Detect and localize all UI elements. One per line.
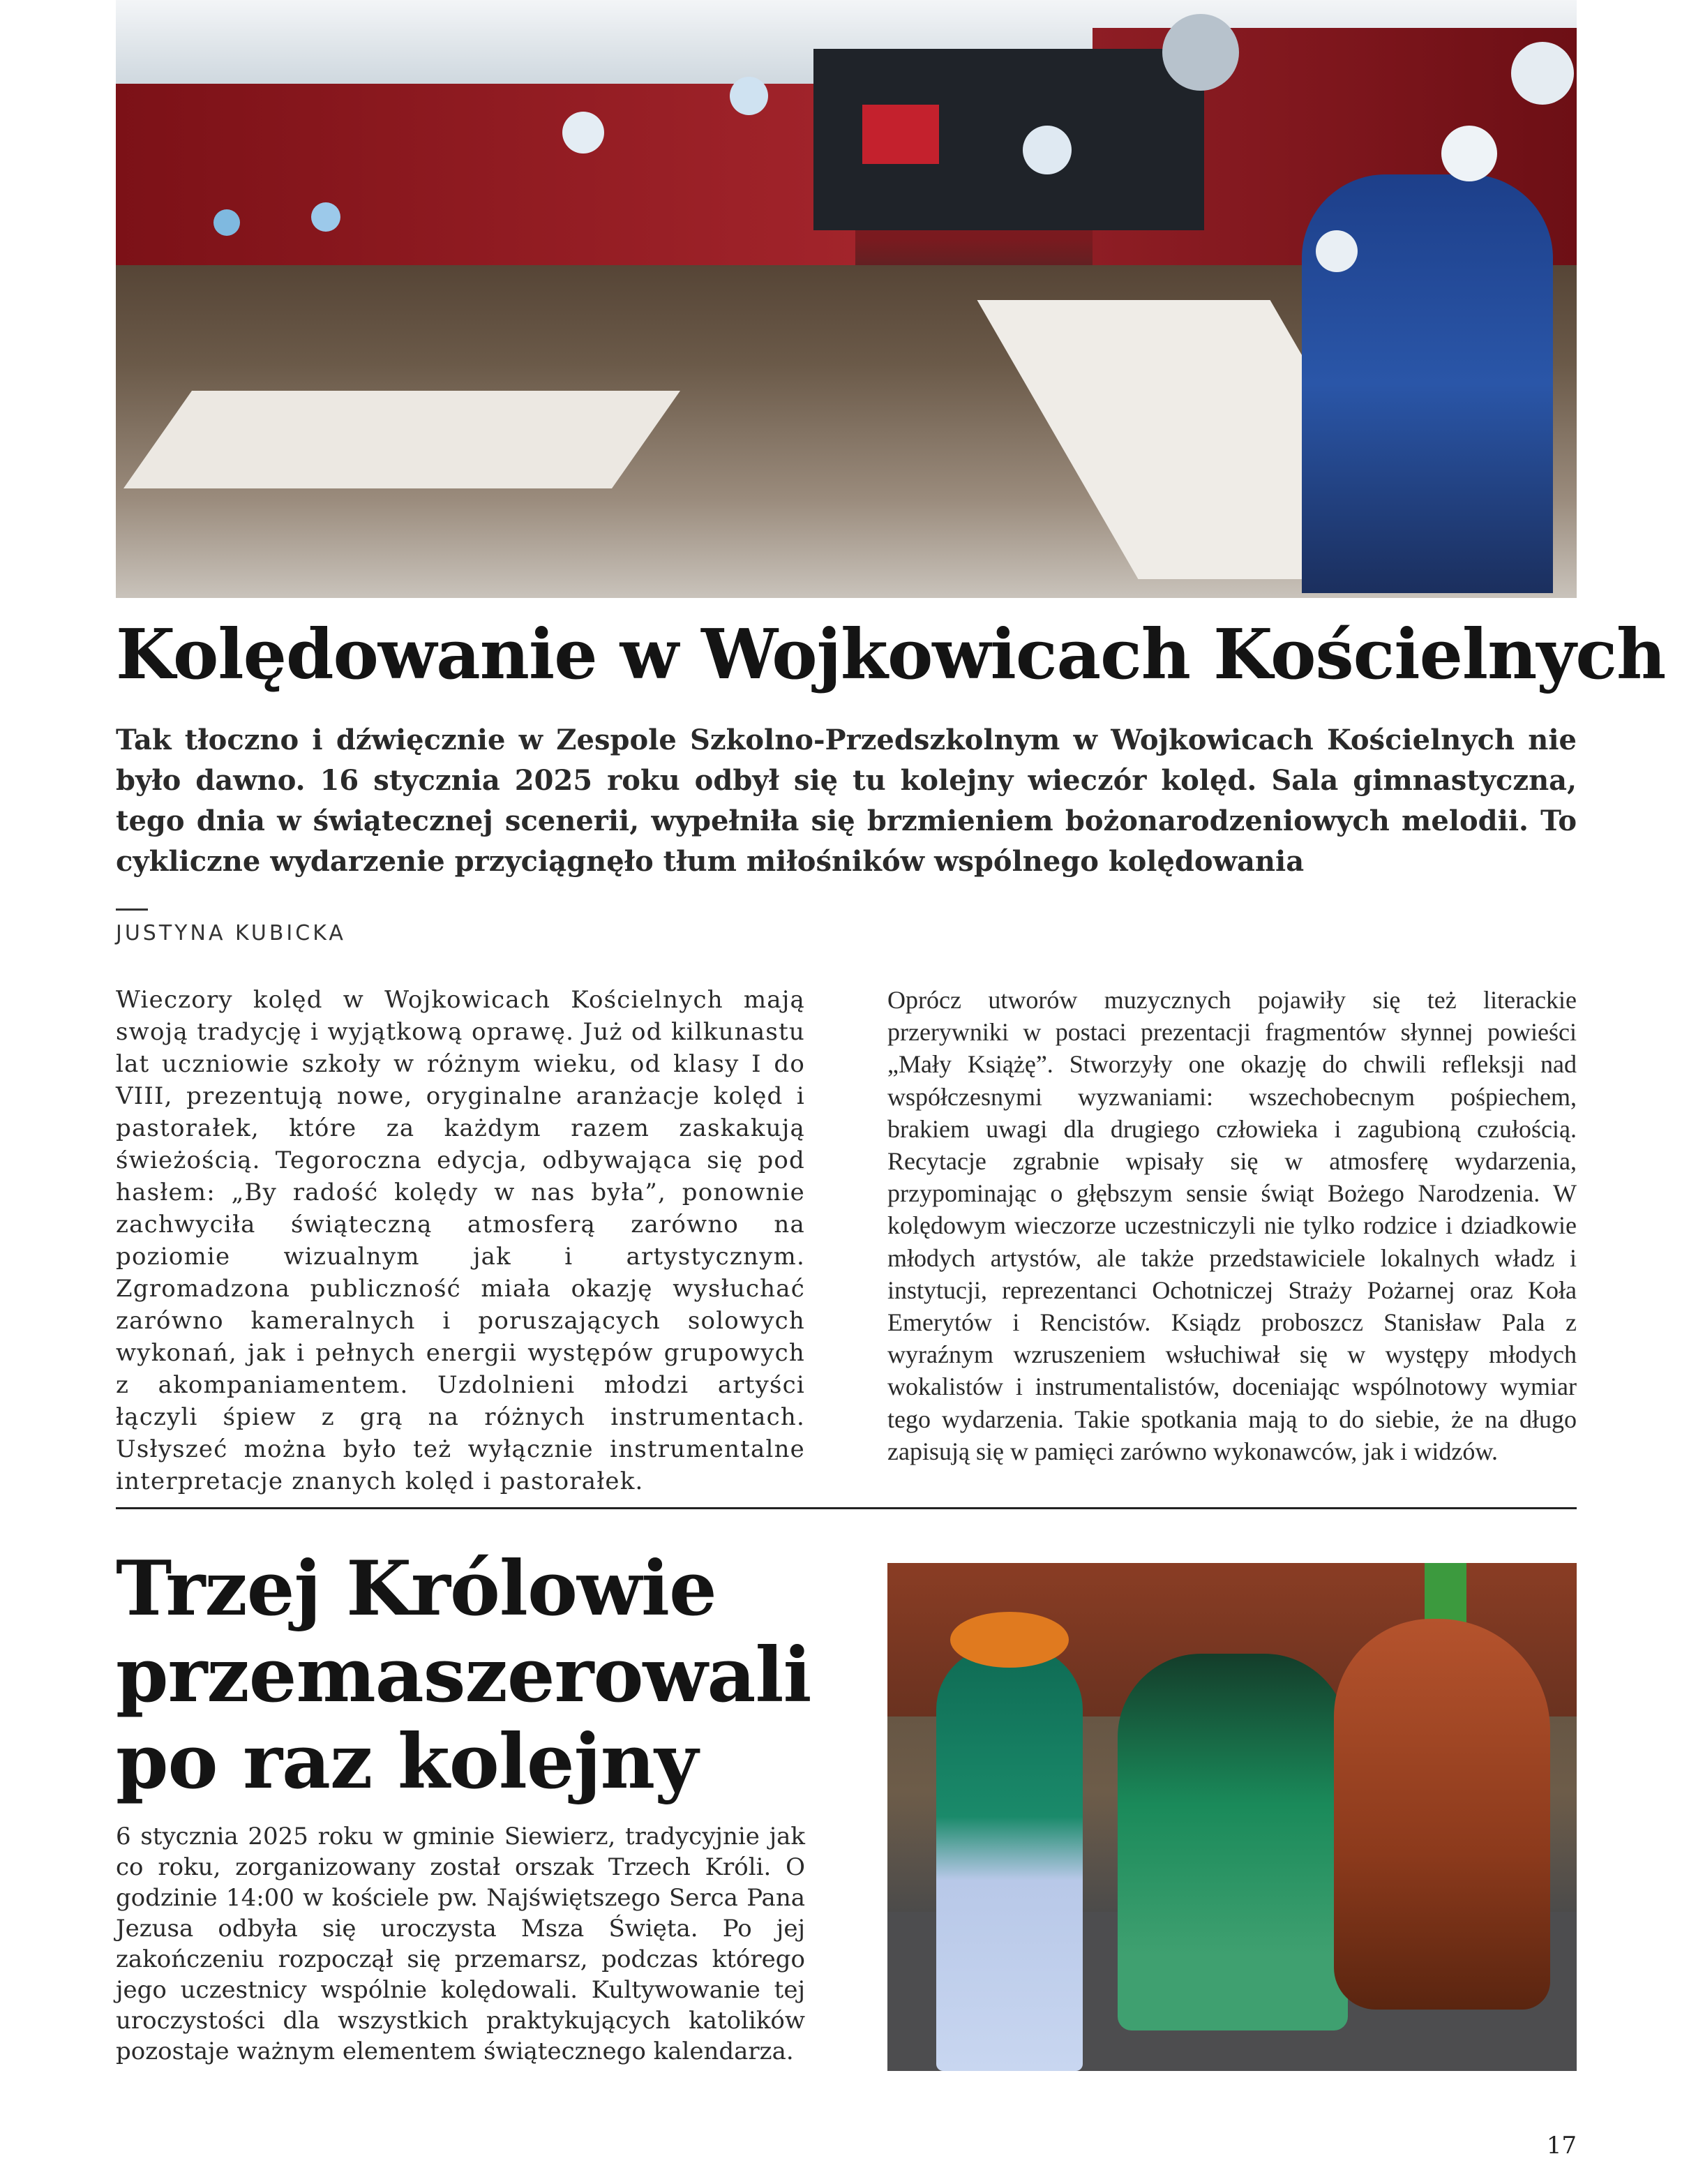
article1-body-right: Oprócz utworów muzycznych pojawiły się też literackie przerywniki w postaci prezentacji fragmentów słynnej powieści „Mały Książę”. Stworzyły one okazję do chwili refleksji nad współczesnymi wyzwaniami: wszechobecnym pośpiechem, brakiem uwagi dla drugiego człowieka i zagubioną czułością. Recytacje zgrabnie wpisały się w atmosferę wydarzenia, przypominając o głębszym sensie świąt Bożego Narodzenia. W kolędowym wieczorze uczestniczyli nie tylko rodzice i dziadkowie młodych artystów, ale także przedstawiciele lokalnych władz i instytucji, reprezentanci Ochotniczej Straży Pożarnej oraz Koła Emerytów i Rencistów. Ksiądz proboszcz Stanisław Pala z wyraźnym wzruszeniem wsłuchiwał się w występy młodych wokalistów i instrumentalistów, doceniając wspólnotowy wymiar tego wydarzenia. Takie spotkania mają to do siebie, że na długo zapisują się w pamięci zarówno wykonawców, jak i widzów. [887,986,1577,1465]
section-divider [116,1507,1577,1509]
article1-body-left: Wieczory kolęd w Wojkowicach Kościelnych mają swoją tradycję i wyjątkową oprawę. Już od kilkunastu lat uczniowie szkoły w różnym wieku, od klasy I do VIII, prezentują nowe, oryginalne aranżacje kolęd i pastorałek, które za każdym razem zaskakują świeżością. Tegoroczna edycja, odbywająca się pod hasłem: „By radość kolędy w nas była”, ponownie zachwyciła świąteczną atmosferą zarówno na poziomie wizualnym jak i artystycznym. Zgromadzona publiczność miała okazję wysłuchać zarówno kameralnych i poruszających solowych wykonań, jak i pełnych energii występów grupowych z akompaniamentem. Uzdolnieni młodzi artyści łączyli śpiew z grą na różnych instrumentach. Usłyszeć można było też wyłącznie instrumentalne interpretacje znanych kolęd i pastorałek. [116,986,805,1495]
byline-rule [116,908,148,911]
page-number: 17 [1546,2132,1577,2160]
carol-evening-photo [116,0,1577,598]
three-kings-photo [887,1563,1577,2071]
article1-lead: Tak tłoczno i dźwięcznie w Zespole Szkolno-Przedszkolnym w Wojkowicach Kościelnych nie było dawno. 16 stycznia 2025 roku odbył się tu kolejny wieczór kolęd. Sala gimnastyczna, tego dnia w świątecznej scenerii, wypełniła się brzmieniem bożonarodzeniowych melodii. To cykliczne wydarzenie przyciągnęło tłum miłośników wspólnego kolędowania [116,724,1577,878]
article1-title: Kolędowanie w Wojkowicach Kościelnych [116,615,1666,695]
article2-title-line2: przemaszerowali [116,1631,811,1719]
article2-title [116,1546,883,1805]
article2-body: 6 stycznia 2025 roku w gminie Siewierz, tradycyjnie jak co roku, zorganizowany został orszak Trzech Króli. O godzinie 14:00 w kościele pw. Najświętszego Serca Pana Jezusa odbyła się uroczysta Msza Święta. Po jej zakończeniu rozpoczął się przemarsz, podczas którego jego uczestnicy wspólnie kolędowali. Kultywowanie tej uroczystości dla wszystkich praktykujących katolików pozostaje ważnym elementem świątecznego kalendarza. [116,1823,805,2065]
article1-author: JUSTYNA KUBICKA [116,921,346,945]
article2-title-line3: po raz kolejny [116,1718,698,1806]
article2-title-line1: Trzej Królowie [116,1545,716,1633]
